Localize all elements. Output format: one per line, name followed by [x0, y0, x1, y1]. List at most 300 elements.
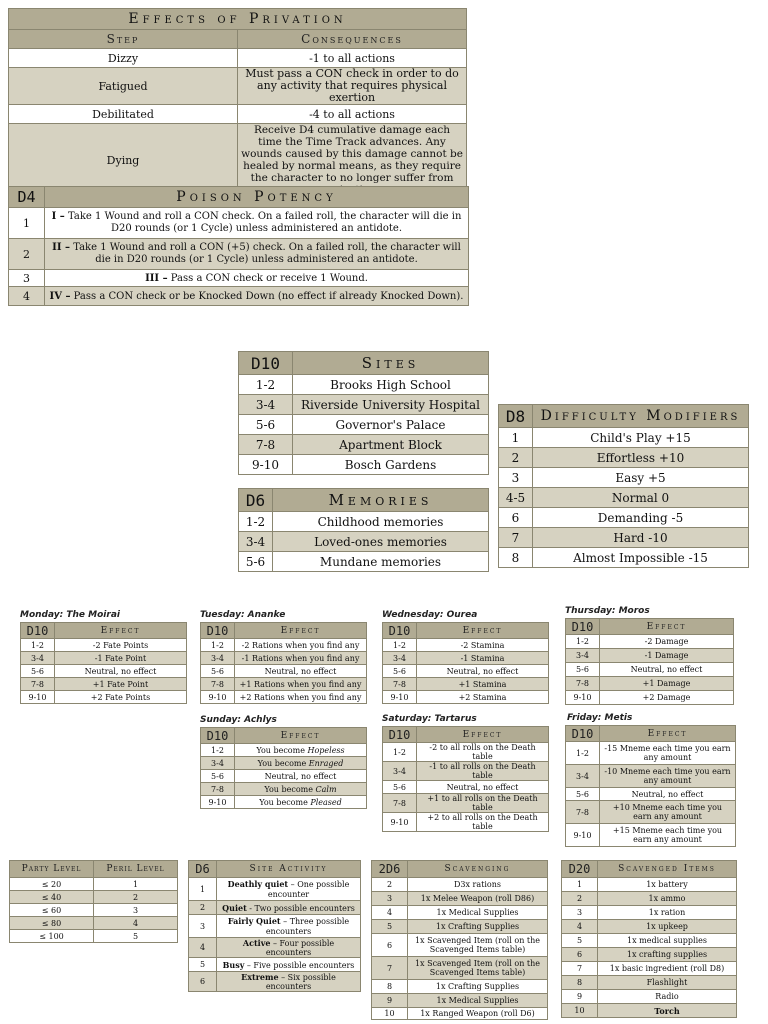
- table-row: [499, 508, 749, 528]
- days-thursday-rows-1: -1 Damage: [600, 649, 734, 663]
- table-row: [189, 901, 361, 915]
- scavenged-rows-9-roll: 10: [562, 1004, 598, 1018]
- memories-table: [238, 488, 489, 572]
- scavenging-rows-4-text: 1x Scavenged Item (roll on the Scavenged Items table): [408, 934, 548, 957]
- table-row: [499, 528, 749, 548]
- table-row: [562, 962, 737, 976]
- days-wednesday-rows-0: -2 Stamina: [417, 639, 549, 652]
- table-row: [562, 906, 737, 920]
- table-row: [372, 1008, 548, 1020]
- party-rows-2-peril: 3: [94, 904, 178, 917]
- days-saturday-rows-0: -2 to all rolls on the Death table: [417, 743, 549, 762]
- days-sunday-rows-2-pre: Neutral, no effect: [264, 771, 337, 781]
- table-row: [239, 435, 489, 455]
- scavenging-rows-0-roll: 2: [372, 878, 408, 892]
- days-sunday-rows-4-em: Pleased: [310, 797, 342, 807]
- party-rows-4-peril: 5: [94, 930, 178, 943]
- days-monday-rows-1: -1 Fate Point: [55, 652, 187, 665]
- privation-rows-2-consequence: -4 to all actions: [238, 105, 467, 124]
- scavenging-rows-4-roll: 6: [372, 934, 408, 957]
- days-rolls-2: 5-6: [566, 663, 600, 677]
- table-row: [201, 652, 367, 665]
- site_activity-rows-4-b: Busy: [222, 959, 245, 970]
- scavenging-die: 2D6: [372, 861, 408, 878]
- scavenging-rows-1-roll: 3: [372, 892, 408, 906]
- table-row: [201, 665, 367, 678]
- scavenging-rows-8-roll: 10: [372, 1008, 408, 1020]
- memories-rows-1-text: Loved-ones memories: [273, 532, 489, 552]
- days-sunday-rows-4-pre: You become: [259, 797, 311, 807]
- difficulty-rows-4-text: Demanding -5: [533, 508, 749, 528]
- scavenging-rows-8-text: 1x Ranged Weapon (roll D6): [408, 1008, 548, 1020]
- site_activity-rows-4-t: – Five possible encounters: [244, 960, 355, 970]
- site_activity-rows-2-t: – Three possible encounters: [265, 916, 350, 936]
- scavenged-rows-3-roll: 4: [562, 920, 598, 934]
- sunday-table: [200, 727, 367, 809]
- days-effect: Effect: [417, 727, 549, 743]
- scavenging-rows-2-roll: 4: [372, 906, 408, 920]
- table-row: [239, 552, 489, 572]
- difficulty-rows-4-roll: 6: [499, 508, 533, 528]
- days-sunday-rows-3-pre: You become: [264, 784, 316, 794]
- difficulty-rows-3-roll: 4-5: [499, 488, 533, 508]
- table-row: [562, 892, 737, 906]
- days-rolls-0: 1-2: [383, 743, 417, 762]
- difficulty-rows-2-roll: 3: [499, 468, 533, 488]
- table-row: [10, 891, 178, 904]
- table-row: [10, 904, 178, 917]
- friday-table: [565, 725, 736, 847]
- scavenging-rows-6-text: 1x Crafting Supplies: [408, 980, 548, 994]
- table-row: [499, 428, 749, 448]
- table-row: [383, 652, 549, 665]
- scavenged-rows-0-text: 1x battery: [598, 878, 737, 892]
- poison-rows-3-tier: IV –: [49, 290, 71, 302]
- days-tuesday-rows-1: -1 Rations when you find any: [235, 652, 367, 665]
- site_activity-rows-0-b: Deathly quiet: [227, 878, 289, 889]
- table-row: [201, 770, 367, 783]
- days-monday-rows-3: +1 Fate Point: [55, 678, 187, 691]
- poison-die: D4: [9, 187, 45, 208]
- table-row: [372, 878, 548, 892]
- difficulty-rows-1-text: Effortless +10: [533, 448, 749, 468]
- privation-rows-1-consequence: Must pass a CON check in order to do any activity that requires physical exertion: [238, 68, 467, 105]
- sites-rows-2-roll: 5-6: [239, 415, 293, 435]
- table-row: [9, 239, 469, 270]
- days-rolls-1: 3-4: [566, 649, 600, 663]
- days-die: D10: [566, 726, 600, 742]
- table-row: [562, 878, 737, 892]
- table-row: [383, 813, 549, 832]
- site_activity-rows-1-t: - Two possible encounters: [246, 903, 355, 913]
- party-col_peril: Peril Level: [94, 861, 178, 878]
- days-monday-rows-2: Neutral, no effect: [55, 665, 187, 678]
- difficulty-rows-0-roll: 1: [499, 428, 533, 448]
- scavenged-die: D20: [562, 861, 598, 878]
- site_activity-die: D6: [189, 861, 217, 878]
- friday-label: Friday: Metis: [567, 713, 633, 723]
- privation-rows-0-consequence: -1 to all actions: [238, 49, 467, 68]
- days-effect: Effect: [417, 623, 549, 639]
- difficulty-rows-0-text: Child's Play +15: [533, 428, 749, 448]
- table-row: [10, 878, 178, 891]
- days-rolls-4: 9-10: [566, 824, 600, 847]
- table-row: [9, 287, 469, 306]
- party-rows-0-party: ≤ 20: [10, 878, 94, 891]
- site_activity-rows-0-t: – One possible encounter: [267, 879, 350, 899]
- days-monday-rows-0: -2 Fate Points: [55, 639, 187, 652]
- table-row: [9, 49, 467, 68]
- days-sunday-rows-1-em: Enraged: [308, 758, 344, 768]
- sites-die: D10: [239, 352, 293, 375]
- table-row: [566, 635, 734, 649]
- days-wednesday-rows-4: +2 Stamina: [417, 691, 549, 704]
- poison-rows-3-roll: 4: [9, 287, 45, 306]
- table-row: [189, 938, 361, 958]
- table-row: [21, 665, 187, 678]
- table-row: [372, 994, 548, 1008]
- scavenged-rows-7-roll: 8: [562, 976, 598, 990]
- days-tuesday-rows-2: Neutral, no effect: [235, 665, 367, 678]
- days-rolls-0: 1-2: [201, 744, 235, 757]
- scavenging-rows-7-text: 1x Medical Supplies: [408, 994, 548, 1008]
- table-row: [383, 762, 549, 781]
- party-rows-0-peril: 1: [94, 878, 178, 891]
- table-row: [566, 691, 734, 705]
- party-rows-3-party: ≤ 80: [10, 917, 94, 930]
- privation-rows-2-step: Debilitated: [9, 105, 238, 124]
- days-rolls-1: 3-4: [383, 762, 417, 781]
- table-row: [383, 743, 549, 762]
- days-rolls-0: 1-2: [566, 742, 600, 765]
- sites-rows-2-text: Governor's Palace: [293, 415, 489, 435]
- days-rolls-2: 5-6: [201, 770, 235, 783]
- privation-rows-0-step: Dizzy: [9, 49, 238, 68]
- scavenged-title: Scavenged Items: [598, 861, 737, 878]
- poison-rows-2-text: Pass a CON check or receive 1 Wound.: [167, 272, 368, 284]
- table-row: [372, 957, 548, 980]
- saturday-label: Saturday: Tartarus: [382, 714, 477, 724]
- table-row: [372, 980, 548, 994]
- scavenging-title: Scavenging: [408, 861, 548, 878]
- table-row: [562, 934, 737, 948]
- sites-rows-3-roll: 7-8: [239, 435, 293, 455]
- party-rows-1-party: ≤ 40: [10, 891, 94, 904]
- site-activity-table: [188, 860, 361, 992]
- table-row: [239, 415, 489, 435]
- difficulty-die: D8: [499, 405, 533, 428]
- thursday-label: Thursday: Moros: [565, 606, 650, 616]
- table-row: [201, 691, 367, 704]
- days-thursday-rows-3: +1 Damage: [600, 677, 734, 691]
- table-row: [566, 742, 736, 765]
- table-row: [239, 532, 489, 552]
- site_activity-rows-4-roll: 5: [189, 958, 217, 972]
- days-saturday-rows-1: -1 to all rolls on the Death table: [417, 762, 549, 781]
- days-thursday-rows-2: Neutral, no effect: [600, 663, 734, 677]
- days-friday-rows-0: -15 Mneme each time you earn any amount: [600, 742, 736, 765]
- sites-rows-0-roll: 1-2: [239, 375, 293, 395]
- poison-title: Poison Potency: [45, 187, 469, 208]
- monday-table: [20, 622, 187, 704]
- days-sunday-rows-0-pre: You become: [256, 745, 308, 755]
- memories-rows-0-text: Childhood memories: [273, 512, 489, 532]
- tuesday-label: Tuesday: Ananke: [200, 610, 286, 620]
- table-row: [239, 395, 489, 415]
- memories-title: Memories: [273, 489, 489, 512]
- party-peril-table: [9, 860, 178, 943]
- scavenging-rows-3-roll: 5: [372, 920, 408, 934]
- scavenged-rows-2-text: 1x ration: [598, 906, 737, 920]
- sunday-label: Sunday: Achlys: [200, 715, 277, 725]
- days-die: D10: [201, 623, 235, 639]
- table-row: [201, 744, 367, 757]
- scavenging-rows-6-roll: 8: [372, 980, 408, 994]
- days-thursday-rows-4: +2 Damage: [600, 691, 734, 705]
- scavenged-rows-6-roll: 7: [562, 962, 598, 976]
- privation-table: [8, 8, 467, 197]
- table-row: [9, 68, 467, 105]
- scavenged-rows-8-roll: 9: [562, 990, 598, 1004]
- memories-rows-2-roll: 5-6: [239, 552, 273, 572]
- scavenging-rows-7-roll: 9: [372, 994, 408, 1008]
- poison-rows-2-tier: III –: [145, 272, 168, 284]
- scavenged-rows-8-text: Radio: [598, 990, 737, 1004]
- days-rolls-1: 3-4: [383, 652, 417, 665]
- table-row: [383, 691, 549, 704]
- days-effect: Effect: [600, 726, 736, 742]
- table-row: [372, 906, 548, 920]
- col-step: Step: [9, 30, 238, 49]
- table-row: [189, 915, 361, 938]
- table-row: [566, 765, 736, 788]
- scavenged-rows-5-text: 1x crafting supplies: [598, 948, 737, 962]
- days-rolls-0: 1-2: [566, 635, 600, 649]
- col-consequences: Consequences: [238, 30, 467, 49]
- table-row: [21, 652, 187, 665]
- table-row: [499, 468, 749, 488]
- poison-rows-0-tier: I –: [51, 211, 65, 222]
- table-row: [239, 512, 489, 532]
- poison-rows-3-text: Pass a CON check or be Knocked Down (no effect if already Knocked Down).: [70, 290, 464, 302]
- table-row: [499, 548, 749, 568]
- days-rolls-0: 1-2: [383, 639, 417, 652]
- scavenged-rows-4-text: 1x medical supplies: [598, 934, 737, 948]
- difficulty-rows-1-roll: 2: [499, 448, 533, 468]
- difficulty-rows-3-text: Normal 0: [533, 488, 749, 508]
- party-rows-2-party: ≤ 60: [10, 904, 94, 917]
- days-rolls-0: 1-2: [201, 639, 235, 652]
- table-row: [566, 677, 734, 691]
- days-rolls-2: 5-6: [383, 781, 417, 794]
- days-sunday-rows-3-em: Calm: [315, 784, 337, 794]
- days-rolls-3: 7-8: [201, 678, 235, 691]
- table-row: [566, 824, 736, 847]
- table-row: [201, 796, 367, 809]
- table-row: [372, 892, 548, 906]
- table-row: [201, 678, 367, 691]
- days-rolls-4: 9-10: [566, 691, 600, 705]
- poison-rows-1-text: Take 1 Wound and roll a CON (+5) check. On a failed roll, the character will die in D20 rounds (or 1 Cycle) unless administered an antidote.: [70, 242, 461, 265]
- scavenged-rows-2-roll: 3: [562, 906, 598, 920]
- memories-rows-1-roll: 3-4: [239, 532, 273, 552]
- sites-table: [238, 351, 489, 475]
- table-row: [562, 948, 737, 962]
- memories-rows-0-roll: 1-2: [239, 512, 273, 532]
- party-rows-4-party: ≤ 100: [10, 930, 94, 943]
- table-row: [372, 920, 548, 934]
- days-saturday-rows-2: Neutral, no effect: [417, 781, 549, 794]
- days-tuesday-rows-0: -2 Rations when you find any: [235, 639, 367, 652]
- days-die: D10: [21, 623, 55, 639]
- poison-rows-1-roll: 2: [9, 239, 45, 270]
- days-effect: Effect: [600, 619, 734, 635]
- scavenged-rows-4-roll: 5: [562, 934, 598, 948]
- scavenging-rows-5-roll: 7: [372, 957, 408, 980]
- days-effect: Effect: [235, 623, 367, 639]
- table-row: [383, 794, 549, 813]
- days-tuesday-rows-4: +2 Rations when you find any: [235, 691, 367, 704]
- days-die: D10: [383, 727, 417, 743]
- scavenging-rows-3-text: 1x Crafting Supplies: [408, 920, 548, 934]
- poison-rows-1-tier: II –: [52, 242, 71, 253]
- table-row: [383, 678, 549, 691]
- privation-rows-1-step: Fatigued: [9, 68, 238, 105]
- site_activity-rows-3-roll: 4: [189, 938, 217, 958]
- days-friday-rows-4: +15 Mneme each time you earn any amount: [600, 824, 736, 847]
- days-effect: Effect: [235, 728, 367, 744]
- table-row: [562, 976, 737, 990]
- privation-title: Effects of Privation: [9, 9, 467, 30]
- difficulty-table: [498, 404, 749, 568]
- wednesday-table: [382, 622, 549, 704]
- party-col_party: Party Level: [10, 861, 94, 878]
- days-rolls-2: 5-6: [201, 665, 235, 678]
- days-rolls-2: 5-6: [21, 665, 55, 678]
- table-row: [566, 663, 734, 677]
- table-row: [239, 375, 489, 395]
- days-rolls-0: 1-2: [21, 639, 55, 652]
- table-row: [372, 934, 548, 957]
- sites-rows-3-text: Apartment Block: [293, 435, 489, 455]
- site_activity-rows-5-t: – Six possible encounters: [265, 973, 336, 991]
- days-monday-rows-4: +2 Fate Points: [55, 691, 187, 704]
- days-wednesday-rows-2: Neutral, no effect: [417, 665, 549, 678]
- table-row: [9, 208, 469, 239]
- table-row: [562, 920, 737, 934]
- table-row: [562, 990, 737, 1004]
- table-row: [383, 639, 549, 652]
- scavenged-rows-5-roll: 6: [562, 948, 598, 962]
- difficulty-rows-5-roll: 7: [499, 528, 533, 548]
- monday-label: Monday: The Moirai: [20, 610, 120, 620]
- days-rolls-1: 3-4: [201, 757, 235, 770]
- table-row: [562, 1004, 737, 1018]
- site_activity-rows-5-roll: 6: [189, 972, 217, 992]
- days-rolls-4: 9-10: [21, 691, 55, 704]
- days-rolls-4: 9-10: [201, 796, 235, 809]
- thursday-table: [565, 618, 734, 705]
- wednesday-label: Wednesday: Ourea: [382, 610, 478, 620]
- scavenging-table: [371, 860, 548, 1020]
- days-rolls-4: 9-10: [201, 691, 235, 704]
- table-row: [499, 448, 749, 468]
- party-rows-1-peril: 2: [94, 891, 178, 904]
- sites-rows-0-text: Brooks High School: [293, 375, 489, 395]
- days-friday-rows-2: Neutral, no effect: [600, 788, 736, 801]
- scavenged-rows-1-roll: 2: [562, 892, 598, 906]
- table-row: [566, 649, 734, 663]
- table-row: [201, 757, 367, 770]
- days-rolls-3: 7-8: [383, 794, 417, 813]
- memories-die: D6: [239, 489, 273, 512]
- sites-title: Sites: [293, 352, 489, 375]
- difficulty-rows-5-text: Hard -10: [533, 528, 749, 548]
- days-rolls-2: 5-6: [566, 788, 600, 801]
- privation-rows-3-consequence: Receive D4 cumulative damage each time the Time Track advances. Any wounds caused by this damage cannot be healed by normal means, as they require the character to no longer suffer from: [238, 124, 467, 197]
- days-rolls-3: 7-8: [383, 678, 417, 691]
- scavenging-rows-2-text: 1x Medical Supplies: [408, 906, 548, 920]
- difficulty-rows-6-roll: 8: [499, 548, 533, 568]
- table-row: [9, 270, 469, 287]
- site_activity-rows-2-roll: 3: [189, 915, 217, 938]
- scavenged-rows-9-text: Torch: [598, 1004, 737, 1018]
- days-effect: Effect: [55, 623, 187, 639]
- table-row: [383, 781, 549, 794]
- days-saturday-rows-4: +2 to all rolls on the Death table: [417, 813, 549, 832]
- party-rows-3-peril: 4: [94, 917, 178, 930]
- days-die: D10: [566, 619, 600, 635]
- difficulty-rows-6-text: Almost Impossible -15: [533, 548, 749, 568]
- days-wednesday-rows-1: -1 Stamina: [417, 652, 549, 665]
- days-rolls-1: 3-4: [21, 652, 55, 665]
- days-friday-rows-3: +10 Mneme each time you earn any amount: [600, 801, 736, 824]
- days-sunday-rows-1-pre: You become: [257, 758, 309, 768]
- memories-rows-2-text: Mundane memories: [273, 552, 489, 572]
- poison-rows-2-roll: 3: [9, 270, 45, 287]
- site_activity-title: Site Activity: [217, 861, 361, 878]
- poison-rows-0-text: Take 1 Wound and roll a CON check. On a failed roll, the character will die in D20 rounds (or 1 Cycle) unless administered an antidote.: [64, 211, 462, 234]
- scavenging-rows-1-text: 1x Melee Weapon (roll D86): [408, 892, 548, 906]
- days-rolls-1: 3-4: [566, 765, 600, 788]
- sites-rows-1-roll: 3-4: [239, 395, 293, 415]
- table-row: [499, 488, 749, 508]
- scavenged-rows-1-text: 1x ammo: [598, 892, 737, 906]
- table-row: [189, 878, 361, 901]
- table-row: [21, 678, 187, 691]
- table-row: [566, 788, 736, 801]
- days-rolls-3: 7-8: [566, 677, 600, 691]
- difficulty-title: Difficulty Modifiers: [533, 405, 749, 428]
- difficulty-rows-2-text: Easy +5: [533, 468, 749, 488]
- sites-rows-4-text: Bosch Gardens: [293, 455, 489, 475]
- days-rolls-4: 9-10: [383, 813, 417, 832]
- table-row: [189, 958, 361, 972]
- tuesday-table: [200, 622, 367, 704]
- site_activity-rows-1-roll: 2: [189, 901, 217, 915]
- table-row: [189, 972, 361, 992]
- site_activity-rows-5-b: Extreme: [241, 972, 279, 982]
- table-row: [21, 691, 187, 704]
- days-rolls-4: 9-10: [383, 691, 417, 704]
- site_activity-rows-3-t: – Four possible encounters: [265, 939, 335, 957]
- days-saturday-rows-3: +1 to all rolls on the Death table: [417, 794, 549, 813]
- table-row: [201, 783, 367, 796]
- days-die: D10: [383, 623, 417, 639]
- table-row: [566, 801, 736, 824]
- site_activity-rows-0-roll: 1: [189, 878, 217, 901]
- scavenging-rows-5-text: 1x Scavenged Item (roll on the Scavenged Items table): [408, 957, 548, 980]
